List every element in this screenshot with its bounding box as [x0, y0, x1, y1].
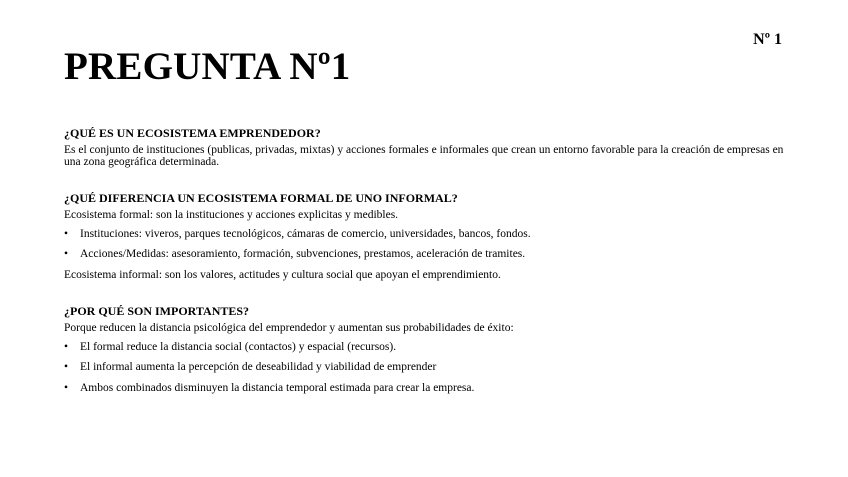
section-paragraph: Porque reducen la distancia psicológica del emprendedor y aumentan sus probabilidades de éxito:	[64, 322, 514, 334]
list-item	[64, 229, 789, 241]
section-formal-vs-informal	[64, 192, 789, 281]
list-item	[64, 342, 789, 354]
bullet-icon: •	[64, 248, 69, 260]
list-item	[64, 362, 789, 374]
bullet-icon: •	[64, 381, 69, 394]
bullet-icon: •	[64, 340, 69, 353]
list-item	[64, 249, 789, 261]
list-item-text: Acciones/Medidas: asesoramiento, formación, subvenciones, prestamos, aceleración de tramites.	[80, 248, 526, 260]
bullet-list	[64, 229, 789, 261]
section-importance	[64, 305, 789, 394]
list-item-text: Instituciones: viveros, parques tecnológicos, cámaras de comercio, universidades, bancos, fondos.	[80, 227, 531, 240]
slide-number: Nº 1	[753, 31, 782, 48]
list-item-text: El formal reduce la distancia social (contactos) y espacial (recursos).	[80, 340, 397, 353]
section-what-is	[64, 127, 789, 168]
list-item-text: El informal aumenta la percepción de deseabilidad y viabilidad de emprender	[80, 361, 437, 373]
section-heading: ¿POR QUÉ SON IMPORTANTES?	[64, 304, 250, 318]
section-paragraph: Ecosistema formal: son la instituciones y acciones explicitas y medibles.	[64, 209, 399, 221]
section-paragraph: Es el conjunto de instituciones (publicas, privadas, mixtas) y acciones formales e informales que crean un entorno favorable para la creación de empresas en una zona geográfica determinada.	[64, 144, 784, 168]
page-title: PREGUNTA Nº1	[64, 45, 351, 88]
list-item	[64, 383, 789, 395]
section-paragraph: Ecosistema informal: son los valores, actitudes y cultura social que apoyan el emprendimiento.	[64, 268, 501, 281]
list-item-text: Ambos combinados disminuyen la distancia temporal estimada para crear la empresa.	[80, 381, 475, 394]
section-heading: ¿QUÉ DIFERENCIA UN ECOSISTEMA FORMAL DE UNO INFORMAL?	[64, 191, 458, 205]
slide-content	[64, 127, 789, 418]
bullet-icon: •	[64, 227, 69, 240]
bullet-icon: •	[64, 361, 69, 373]
section-heading: ¿QUÉ ES UN ECOSISTEMA EMPRENDEDOR?	[64, 126, 321, 140]
bullet-list	[64, 342, 789, 395]
